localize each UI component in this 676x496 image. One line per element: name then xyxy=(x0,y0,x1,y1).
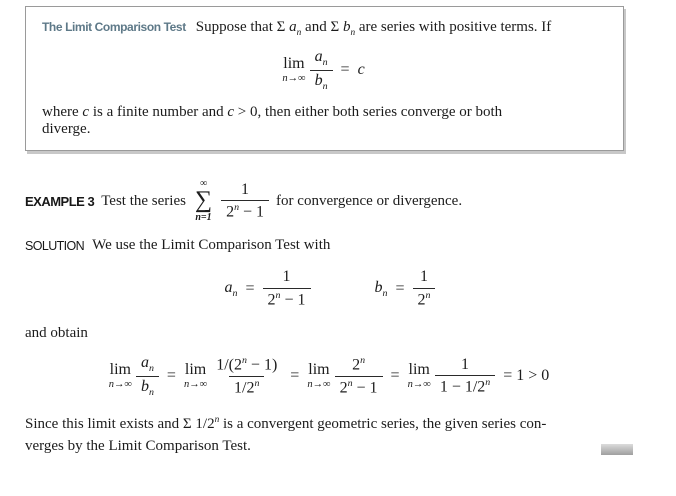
intro-text-1: Suppose that xyxy=(195,19,277,35)
a-n-definition: $a_n$ = $\frac{1}{2^n - 1}$ xyxy=(225,268,311,309)
example-pre-text: Test the series xyxy=(101,192,186,209)
theorem-intro-line xyxy=(42,19,605,38)
example-heading-line xyxy=(25,177,676,225)
b-n-definition: $b_n$ = $\frac{1}{2^n}$ xyxy=(375,268,436,309)
example-label: EXAMPLE 3 xyxy=(25,193,95,209)
fraction-1-over-1-minus-half-n: $\frac{1}{1 - 1/2^n}$ xyxy=(435,356,495,397)
solution-label: SOLUTION xyxy=(25,238,85,253)
var-c: c xyxy=(227,104,235,121)
summation-symbol: ∞ ∑ n=1 xyxy=(194,178,213,224)
limit-formula-row xyxy=(282,48,364,92)
sigma-symbol: Σ xyxy=(276,19,286,35)
equals-sign: = xyxy=(245,279,255,297)
theorem-box xyxy=(25,6,624,151)
limit-operator: lim n→∞ xyxy=(407,361,431,391)
conclusion-line-1: Since this limit exists and Σ 1/2$^n$ is a convergent geometric series, the given series con- xyxy=(25,415,547,433)
fraction-1-over-2n: $\frac{1}{2^n}$ xyxy=(413,268,436,309)
fraction-series-term: $\frac{1}{2^n - 1}$ xyxy=(221,181,269,222)
intro-text-3: are series with positive terms. If xyxy=(355,19,552,35)
var-a-n: $a_n$ xyxy=(289,19,302,38)
equals-sign: = xyxy=(166,367,176,385)
solution-text: We use the Limit Comparison Test with xyxy=(92,237,331,254)
equals-sign: = xyxy=(290,367,300,385)
fraction-an-over-bn: $\frac{a_n}{b_n}$ xyxy=(136,354,159,398)
fraction-an-over-bn: $\frac{a_n}{b_n}$ xyxy=(310,48,333,92)
intro-text-2: and xyxy=(301,19,331,35)
equation-result: = 1 > 0 xyxy=(503,367,550,385)
theorem-title: The Limit Comparison Test xyxy=(42,20,186,34)
and-obtain-text: and obtain xyxy=(25,325,88,342)
equals-sign: = xyxy=(395,279,405,297)
fraction-1-over-2n-minus-1: $\frac{1}{2^n - 1}$ xyxy=(263,268,311,309)
theorem-condition-line-2: diverge. xyxy=(42,121,91,138)
equals-sign: = xyxy=(390,367,400,385)
var-c: c xyxy=(357,61,365,79)
sigma-symbol: Σ xyxy=(182,416,192,433)
definitions-row xyxy=(25,268,635,309)
equals-sign: = xyxy=(340,61,350,79)
limit-definition-formula xyxy=(42,48,605,92)
sigma-symbol: Σ xyxy=(330,19,340,35)
limit-operator: lim n→∞ xyxy=(183,361,208,391)
solution-line xyxy=(25,237,676,254)
fraction-ratio-form: $\frac{1/(2^n - 1)}{1/2^n}$ xyxy=(216,355,278,397)
var-c: c xyxy=(82,104,90,121)
limit-operator: lim n→∞ xyxy=(282,54,306,84)
conclusion-line-2: verges by the Limit Comparison Test. xyxy=(25,438,251,455)
limit-operator: lim n→∞ xyxy=(108,361,132,391)
var-b-n: $b_n$ xyxy=(342,19,356,38)
limit-operator: lim n→∞ xyxy=(307,361,331,391)
fraction-2n-over-2n-minus-1: $\frac{2^n}{2^n - 1}$ xyxy=(335,355,383,397)
end-of-example-marker xyxy=(601,444,633,455)
example-post-text: for convergence or divergence. xyxy=(276,192,463,209)
limit-chain-equation xyxy=(25,354,641,398)
theorem-condition-line-1: where c is a finite number and c > 0, then either both series converge or both xyxy=(42,104,503,121)
conclusion-paragraph xyxy=(25,414,655,458)
